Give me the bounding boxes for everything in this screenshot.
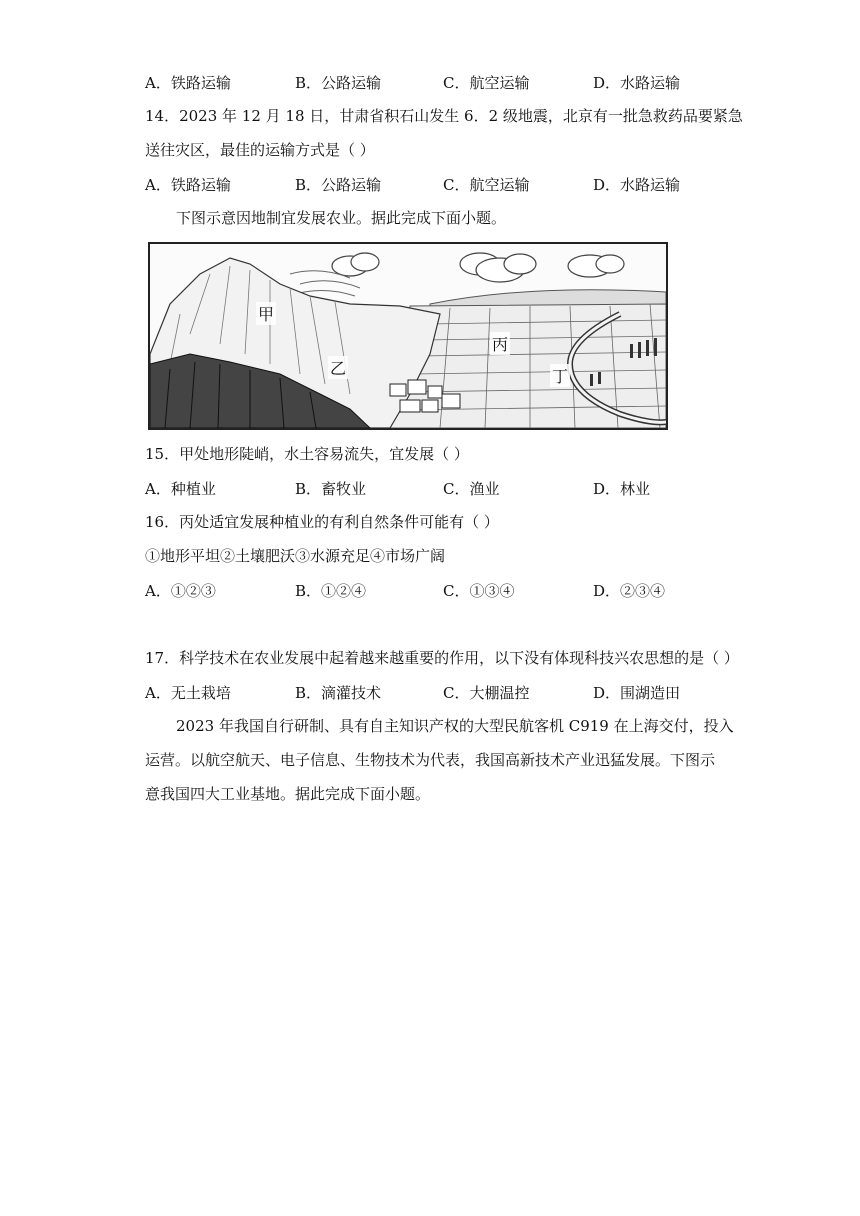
q15-options bbox=[145, 478, 745, 498]
q17-option-b[interactable]: B．滴灌技术 bbox=[295, 684, 382, 702]
agriculture-landscape-figure bbox=[148, 242, 668, 430]
q16-option-b[interactable]: B．①②④ bbox=[295, 582, 367, 600]
industry-intro-line3: 意我国四大工业基地。据此完成下面小题。 bbox=[145, 785, 431, 803]
q13-options bbox=[145, 72, 745, 92]
q16-options bbox=[145, 580, 745, 600]
q17-options bbox=[145, 682, 745, 702]
q13-option-b[interactable]: B．公路运输 bbox=[295, 74, 382, 92]
figure-label-bing: 丙 bbox=[490, 332, 510, 355]
agri-intro: 下图示意因地制宜发展农业。据此完成下面小题。 bbox=[176, 209, 507, 227]
figure-label-ding: 丁 bbox=[550, 364, 570, 387]
q15-stem: 15．甲处地形陡峭，水土容易流失，宜发展（ ） bbox=[145, 445, 469, 463]
industry-intro-line2: 运营。以航空航天、电子信息、生物技术为代表，我国高新技术产业迅猛发展。下图示 bbox=[145, 751, 716, 769]
q14-options bbox=[145, 174, 745, 194]
q15-option-b[interactable]: B．畜牧业 bbox=[295, 480, 367, 498]
figure-label-jia: 甲 bbox=[256, 302, 276, 325]
q14-option-b[interactable]: B．公路运输 bbox=[295, 176, 382, 194]
q17-stem: 17．科学技术在农业发展中起着越来越重要的作用，以下没有体现科技兴农思想的是（ ） bbox=[145, 649, 739, 667]
q16-option-a[interactable]: A．①②③ bbox=[145, 582, 216, 600]
q16-option-d[interactable]: D．②③④ bbox=[593, 582, 666, 600]
q16-conditions: ①地形平坦②土壤肥沃③水源充足④市场广阔 bbox=[145, 547, 446, 565]
landscape-illustration bbox=[150, 244, 666, 428]
q13-option-a[interactable]: A．铁路运输 bbox=[145, 74, 231, 92]
q14-stem-line1: 14．2023 年 12 月 18 日，甘肃省积石山发生 6．2 级地震，北京有一批急救药品要紧急 bbox=[145, 107, 743, 125]
q17-option-a[interactable]: A．无土栽培 bbox=[145, 684, 231, 702]
q13-option-c[interactable]: C．航空运输 bbox=[443, 74, 530, 92]
q17-option-d[interactable]: D．围湖造田 bbox=[593, 684, 681, 702]
figure-label-yi: 乙 bbox=[328, 356, 348, 379]
q15-option-c[interactable]: C．渔业 bbox=[443, 480, 500, 498]
q14-option-c[interactable]: C．航空运输 bbox=[443, 176, 530, 194]
q17-option-c[interactable]: C．大棚温控 bbox=[443, 684, 530, 702]
q13-option-d[interactable]: D．水路运输 bbox=[593, 74, 681, 92]
industry-intro-line1: 2023 年我国自行研制、具有自主知识产权的大型民航客机 C919 在上海交付，投入 bbox=[176, 717, 734, 735]
q15-option-a[interactable]: A．种植业 bbox=[145, 480, 216, 498]
q14-option-a[interactable]: A．铁路运输 bbox=[145, 176, 231, 194]
q14-stem-line2: 送往灾区，最佳的运输方式是（ ） bbox=[145, 141, 375, 159]
q16-option-c[interactable]: C．①③④ bbox=[443, 582, 515, 600]
q14-option-d[interactable]: D．水路运输 bbox=[593, 176, 681, 194]
q16-stem: 16．丙处适宜发展种植业的有利自然条件可能有（ ） bbox=[145, 513, 499, 531]
q15-option-d[interactable]: D．林业 bbox=[593, 480, 651, 498]
